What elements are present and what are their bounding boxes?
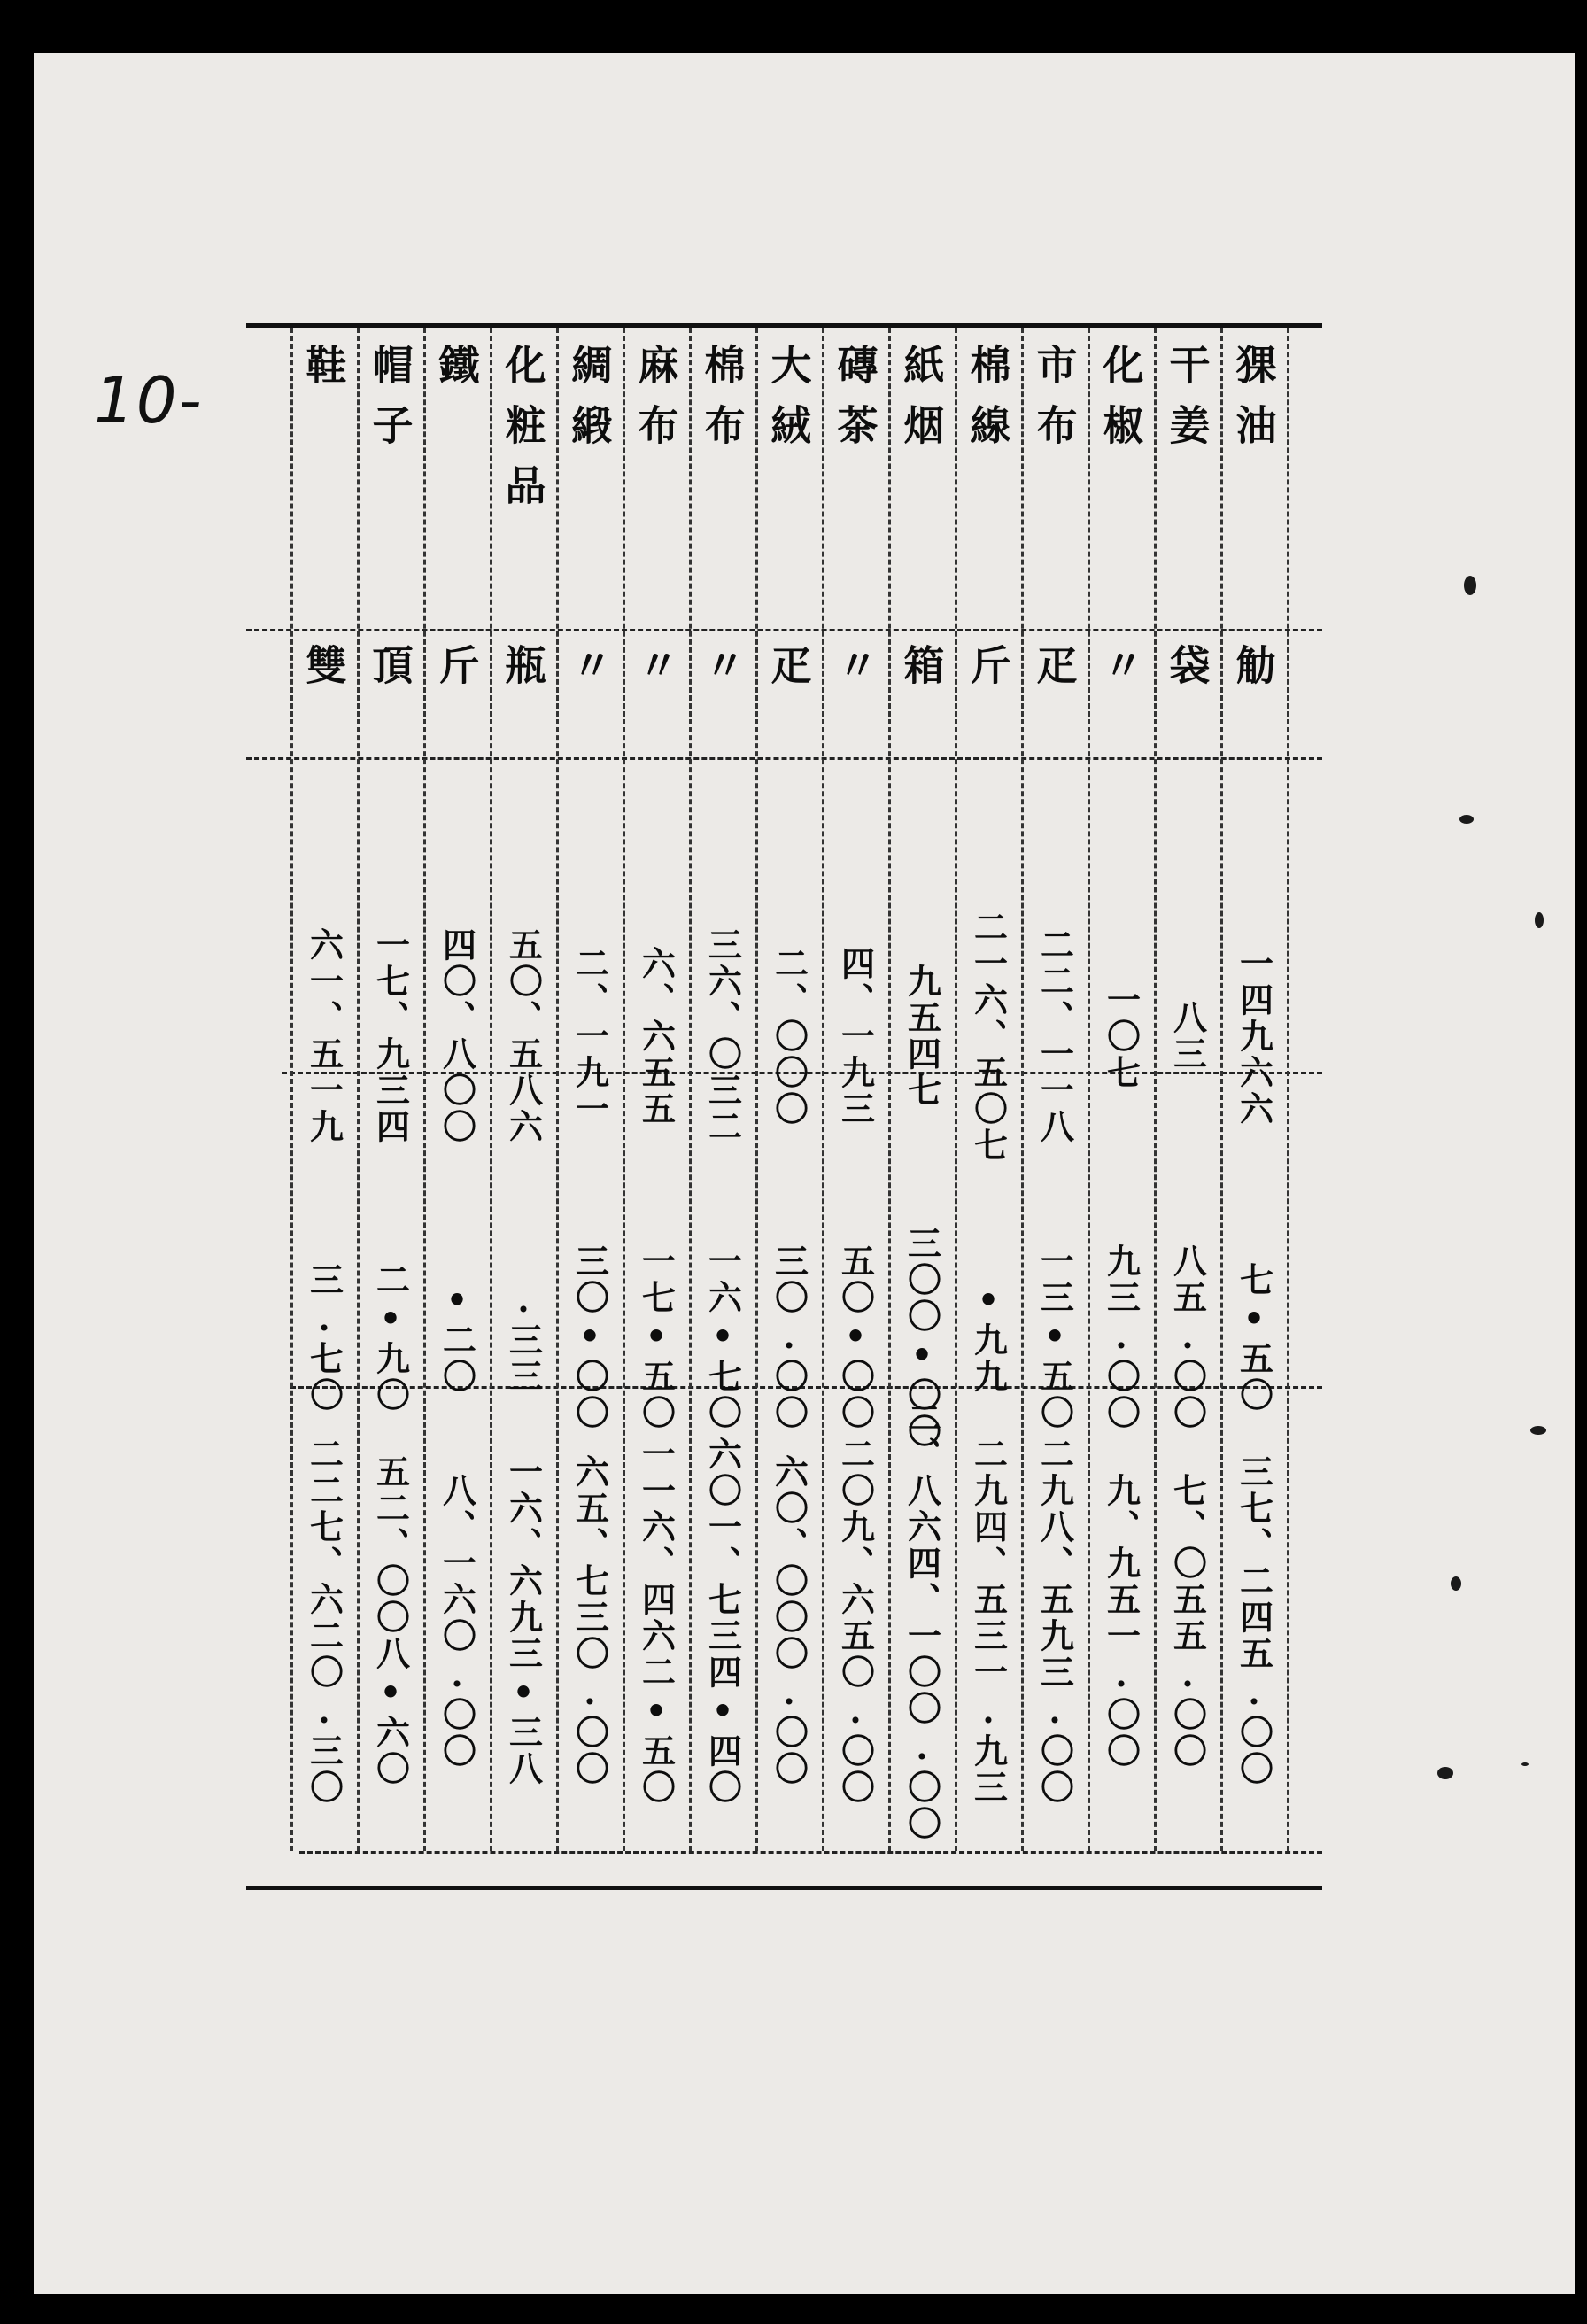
item-value: 二〇九、六五〇.〇〇 <box>835 1436 876 1806</box>
item-unit: 〃 <box>1096 644 1145 685</box>
item-unit-price: •二〇 <box>437 1280 477 1395</box>
column-divider <box>1088 328 1090 1851</box>
item-value-cell <box>755 1355 822 1886</box>
column-divider <box>755 328 758 1851</box>
item-unit-price: 三〇〇•〇〇 <box>902 1225 942 1450</box>
item-quantity: 三六、〇三二 <box>702 927 743 1145</box>
item-quantity: 八三 <box>1167 1000 1208 1073</box>
item-value: 三七、二四五.〇〇 <box>1234 1454 1274 1787</box>
item-name: 猓油 <box>1229 344 1278 464</box>
item-value: 二二七、六二〇.三〇 <box>304 1436 344 1806</box>
column-divider <box>1220 328 1223 1851</box>
item-name: 磚茶 <box>831 344 879 464</box>
item-quantity: 四、一九三 <box>835 945 876 1127</box>
item-unit: 〃 <box>831 644 879 685</box>
item-value-cell <box>1088 1355 1154 1886</box>
item-value-cell <box>689 1355 755 1886</box>
table-column <box>1220 328 1287 1886</box>
item-unit-cell <box>357 611 423 717</box>
item-name: 棉線 <box>964 344 1012 464</box>
item-unit-price: 八五.〇〇 <box>1167 1243 1208 1431</box>
item-unit-price: 三.七〇 <box>304 1261 344 1414</box>
item-unit-price: 五〇•〇〇 <box>835 1243 876 1431</box>
item-unit: 袋 <box>1163 644 1212 685</box>
item-unit-price: .三三 <box>503 1280 544 1395</box>
item-unit: 〃 <box>631 644 680 685</box>
table-column <box>888 328 955 1886</box>
item-unit-price: 一七•五〇 <box>636 1243 677 1431</box>
table-column <box>955 328 1021 1886</box>
table-column <box>556 328 623 1886</box>
commodity-table <box>246 323 1322 1890</box>
item-value: 一一六、四六二•五〇 <box>636 1436 677 1806</box>
item-unit-cell <box>689 611 755 717</box>
column-divider <box>689 328 692 1851</box>
item-unit: 斤 <box>432 644 481 685</box>
table-column <box>689 328 755 1886</box>
item-value-cell <box>888 1355 955 1886</box>
item-unit-cell <box>556 611 623 717</box>
item-unit-cell <box>1154 611 1220 717</box>
item-unit-cell <box>1088 611 1154 717</box>
item-unit: 斤 <box>964 644 1012 685</box>
item-value-cell <box>357 1355 423 1886</box>
item-name: 干姜 <box>1163 344 1212 464</box>
item-name: 綢緞 <box>565 344 614 464</box>
item-quantity: 二二、一一八 <box>1034 927 1075 1145</box>
column-divider <box>1021 328 1024 1851</box>
item-value-cell <box>423 1355 490 1886</box>
item-value-cell <box>290 1355 357 1886</box>
item-value-cell <box>623 1355 689 1886</box>
scan-speck <box>1437 1767 1453 1779</box>
scan-speck <box>1521 1762 1529 1766</box>
item-value-cell <box>955 1355 1021 1886</box>
table-column <box>822 328 888 1886</box>
column-divider <box>822 328 824 1851</box>
item-unit-cell <box>423 611 490 717</box>
item-name: 化粧品 <box>499 344 547 524</box>
item-quantity: 二一六、五〇七 <box>968 909 1009 1164</box>
item-value: 二九四、五三一.九三 <box>968 1436 1009 1806</box>
item-unit-price: •九九 <box>968 1280 1009 1395</box>
table-column <box>490 328 556 1886</box>
column-divider <box>290 328 293 1851</box>
item-value: 六五、七三〇.〇〇 <box>569 1454 610 1787</box>
item-unit: 〃 <box>698 644 747 685</box>
column-divider <box>955 328 957 1851</box>
item-value-cell <box>1154 1355 1220 1886</box>
item-unit-price: 三〇.〇〇 <box>769 1243 809 1431</box>
item-quantity: 五〇、五八六 <box>503 927 544 1145</box>
column-divider <box>623 328 625 1851</box>
item-unit-price: 七•五〇 <box>1234 1261 1274 1414</box>
scan-speck <box>1530 1426 1546 1435</box>
item-unit-cell <box>822 611 888 717</box>
item-unit-price: 二•九〇 <box>370 1261 411 1414</box>
item-unit-cell <box>955 611 1021 717</box>
table-column <box>755 328 822 1886</box>
item-quantity: 六、六五五 <box>636 945 677 1127</box>
item-value-cell <box>1220 1355 1287 1886</box>
item-unit-cell <box>1021 611 1088 717</box>
item-quantity: 四〇、八〇〇 <box>437 927 477 1145</box>
item-unit-cell <box>888 611 955 717</box>
item-name: 市布 <box>1030 344 1079 464</box>
item-unit-cell <box>1220 611 1287 717</box>
item-name: 帽子 <box>366 344 414 464</box>
item-value-cell <box>822 1355 888 1886</box>
item-name: 麻布 <box>631 344 680 464</box>
item-name: 化椒 <box>1096 344 1145 464</box>
item-quantity: 九五四七 <box>902 964 942 1109</box>
item-quantity: 一四九六六 <box>1234 945 1274 1127</box>
table-column <box>1021 328 1088 1886</box>
column-divider <box>490 328 492 1851</box>
scan-speck <box>1451 1576 1461 1591</box>
item-name: 紙烟 <box>897 344 946 464</box>
item-value: 八、一六〇.〇〇 <box>437 1472 477 1770</box>
column-divider <box>423 328 426 1851</box>
item-value: 二、八六四、一〇〇.〇〇 <box>902 1399 942 1842</box>
document-page <box>34 53 1575 2294</box>
item-value: 二九八、五九三.〇〇 <box>1034 1436 1075 1806</box>
table-column <box>1088 328 1154 1886</box>
item-unit: 箱 <box>897 644 946 685</box>
page-number: 10- <box>94 363 204 438</box>
scan-speck <box>1535 912 1544 928</box>
item-name: 鞋 <box>299 344 348 404</box>
table-column <box>1154 328 1220 1886</box>
table-column <box>423 328 490 1886</box>
item-quantity: 一七、九三四 <box>370 927 411 1145</box>
item-unit: 疋 <box>1030 644 1079 685</box>
column-divider <box>888 328 891 1851</box>
item-value-cell <box>556 1355 623 1886</box>
item-unit-cell <box>755 611 822 717</box>
item-unit-cell <box>490 611 556 717</box>
item-quantity: 六一、五一九 <box>304 927 344 1145</box>
item-value: 六〇一、七三四•四〇 <box>702 1436 743 1806</box>
column-divider <box>357 328 360 1851</box>
item-value: 一六、六九三•三八 <box>503 1454 544 1787</box>
item-value-cell <box>490 1355 556 1886</box>
item-unit-price: 一六•七〇 <box>702 1243 743 1431</box>
item-quantity: 二、一九一 <box>569 945 610 1127</box>
item-name: 棉布 <box>698 344 747 464</box>
item-unit: 觔 <box>1229 644 1278 685</box>
column-divider <box>1154 328 1157 1851</box>
item-unit-price: 三〇•〇〇 <box>569 1243 610 1431</box>
item-quantity: 二、〇〇〇 <box>769 945 809 1127</box>
column-divider <box>556 328 559 1851</box>
item-unit: 雙 <box>299 644 348 685</box>
item-value-cell <box>1021 1355 1088 1886</box>
table-column <box>357 328 423 1886</box>
item-value: 七、〇五五.〇〇 <box>1167 1472 1208 1770</box>
item-name: 大絨 <box>764 344 813 464</box>
item-unit: 瓶 <box>499 644 547 685</box>
item-unit-cell <box>623 611 689 717</box>
table-column <box>623 328 689 1886</box>
item-value: 六〇、〇〇〇.〇〇 <box>769 1454 809 1787</box>
item-value: 九、九五一.〇〇 <box>1101 1472 1142 1770</box>
item-unit-cell <box>290 611 357 717</box>
item-unit: 疋 <box>764 644 813 685</box>
item-unit: 頂 <box>366 644 414 685</box>
table-column <box>290 328 357 1886</box>
item-unit-price: 一三•五〇 <box>1034 1243 1075 1431</box>
item-name: 鐵 <box>432 344 481 404</box>
column-divider <box>1287 328 1289 1851</box>
item-value: 五二、〇〇八•六〇 <box>370 1454 411 1787</box>
scan-speck <box>1459 815 1474 824</box>
item-quantity: 一〇七 <box>1101 981 1142 1091</box>
item-unit-price: 九三.〇〇 <box>1101 1243 1142 1431</box>
scan-speck <box>1464 576 1476 595</box>
item-unit: 〃 <box>565 644 614 685</box>
